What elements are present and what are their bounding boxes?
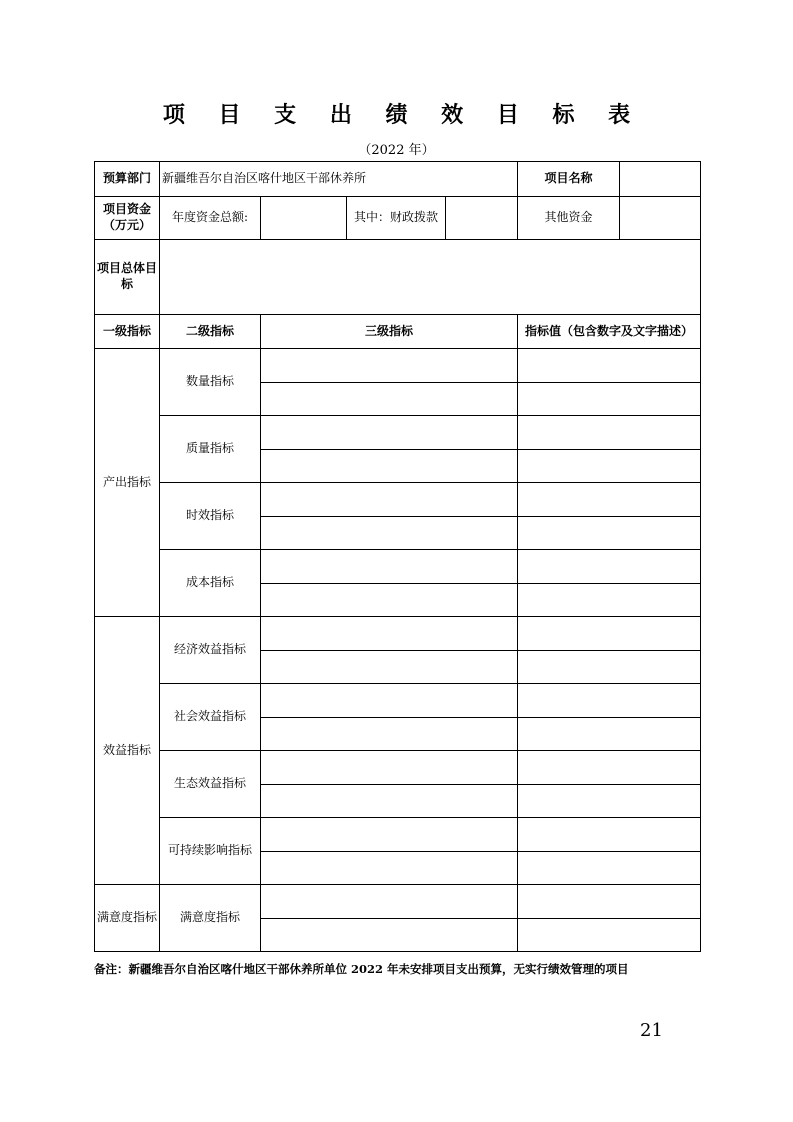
funds-row <box>95 197 701 240</box>
overall-goal-label-line1: 项目总体目 <box>96 261 157 276</box>
overall-goal-label <box>95 240 160 315</box>
level3-indicator-cell <box>261 382 518 416</box>
level3-indicator-cell <box>261 885 518 919</box>
funds-label-line1: 项目资金 <box>102 202 151 217</box>
indicator-row <box>95 751 701 785</box>
level2-indicator: 时效指标 <box>160 483 261 550</box>
indicator-row <box>95 483 701 517</box>
year-label: （2022 年） <box>358 143 435 158</box>
project-name-value <box>620 162 701 197</box>
level2-indicator: 质量指标 <box>160 416 261 483</box>
indicator-row <box>95 349 701 383</box>
col-level3-header: 三级指标 <box>261 315 518 349</box>
indicator-row <box>95 550 701 584</box>
column-header-row <box>95 315 701 349</box>
indicator-value-cell <box>518 349 701 383</box>
level1-indicator: 满意度指标 <box>95 885 160 952</box>
indicator-value-cell <box>518 650 701 684</box>
indicator-value-cell <box>518 583 701 617</box>
level3-indicator-cell <box>261 617 518 651</box>
indicator-value-cell <box>518 617 701 651</box>
goal-row <box>95 240 701 315</box>
funds-label <box>95 197 160 240</box>
indicator-value-cell <box>518 851 701 885</box>
fiscal-value <box>446 197 518 240</box>
page-title: 项 目 支 出 绩 效 目 标 表 <box>162 102 644 128</box>
other-funds-label: 其他资金 <box>518 197 620 240</box>
note-text: 备注：新疆维吾尔自治区喀什地区干部休养所单位 2022 年未安排项目支出预算，无实行绩效管理的项目 <box>94 962 629 976</box>
indicator-value-cell <box>518 382 701 416</box>
indicator-value-cell <box>518 818 701 852</box>
dept-label: 预算部门 <box>95 162 160 197</box>
annual-total-value <box>261 197 347 240</box>
col-level2-header: 二级指标 <box>160 315 261 349</box>
level3-indicator-cell <box>261 784 518 818</box>
overall-goal-value <box>160 240 701 315</box>
col-value-header: 指标值（包含数字及文字描述） <box>518 315 701 349</box>
level2-indicator: 满意度指标 <box>160 885 261 952</box>
level1-indicator: 效益指标 <box>95 617 160 885</box>
level3-indicator-cell <box>261 751 518 785</box>
overall-goal-label-line2: 标 <box>120 277 133 291</box>
level2-indicator: 经济效益指标 <box>160 617 261 684</box>
level3-indicator-cell <box>261 851 518 885</box>
indicator-value-cell <box>518 885 701 919</box>
funds-label-line2: （万元） <box>102 218 151 232</box>
other-funds-value <box>620 197 701 240</box>
fiscal-label: 其中：财政拨款 <box>347 197 446 240</box>
indicator-value-cell <box>518 784 701 818</box>
level3-indicator-cell <box>261 349 518 383</box>
indicator-row <box>95 416 701 450</box>
indicator-row <box>95 684 701 718</box>
indicator-row <box>95 818 701 852</box>
dept-row <box>95 162 701 197</box>
indicator-value-cell <box>518 684 701 718</box>
indicator-value-cell <box>518 416 701 450</box>
level3-indicator-cell <box>261 717 518 751</box>
level2-indicator: 可持续影响指标 <box>160 818 261 885</box>
dept-value: 新疆维吾尔自治区喀什地区干部休养所 <box>160 162 518 197</box>
performance-goal-table <box>94 161 701 952</box>
level3-indicator-cell <box>261 516 518 550</box>
level2-indicator: 社会效益指标 <box>160 684 261 751</box>
indicator-value-cell <box>518 483 701 517</box>
level2-indicator: 数量指标 <box>160 349 261 416</box>
indicator-row <box>95 885 701 919</box>
level2-indicator: 生态效益指标 <box>160 751 261 818</box>
level3-indicator-cell <box>261 918 518 952</box>
indicator-value-cell <box>518 449 701 483</box>
level2-indicator: 成本指标 <box>160 550 261 617</box>
level3-indicator-cell <box>261 650 518 684</box>
level3-indicator-cell <box>261 818 518 852</box>
page-number: 21 <box>640 1020 663 1041</box>
indicator-value-cell <box>518 918 701 952</box>
indicator-row <box>95 617 701 651</box>
level3-indicator-cell <box>261 483 518 517</box>
level1-indicator: 产出指标 <box>95 349 160 617</box>
level3-indicator-cell <box>261 583 518 617</box>
level3-indicator-cell <box>261 449 518 483</box>
level3-indicator-cell <box>261 550 518 584</box>
level3-indicator-cell <box>261 684 518 718</box>
project-name-label: 项目名称 <box>518 162 620 197</box>
level3-indicator-cell <box>261 416 518 450</box>
annual-total-label: 年度资金总额: <box>160 197 261 240</box>
indicator-value-cell <box>518 751 701 785</box>
indicator-value-cell <box>518 550 701 584</box>
indicator-value-cell <box>518 516 701 550</box>
indicator-value-cell <box>518 717 701 751</box>
col-level1-header: 一级指标 <box>95 315 160 349</box>
